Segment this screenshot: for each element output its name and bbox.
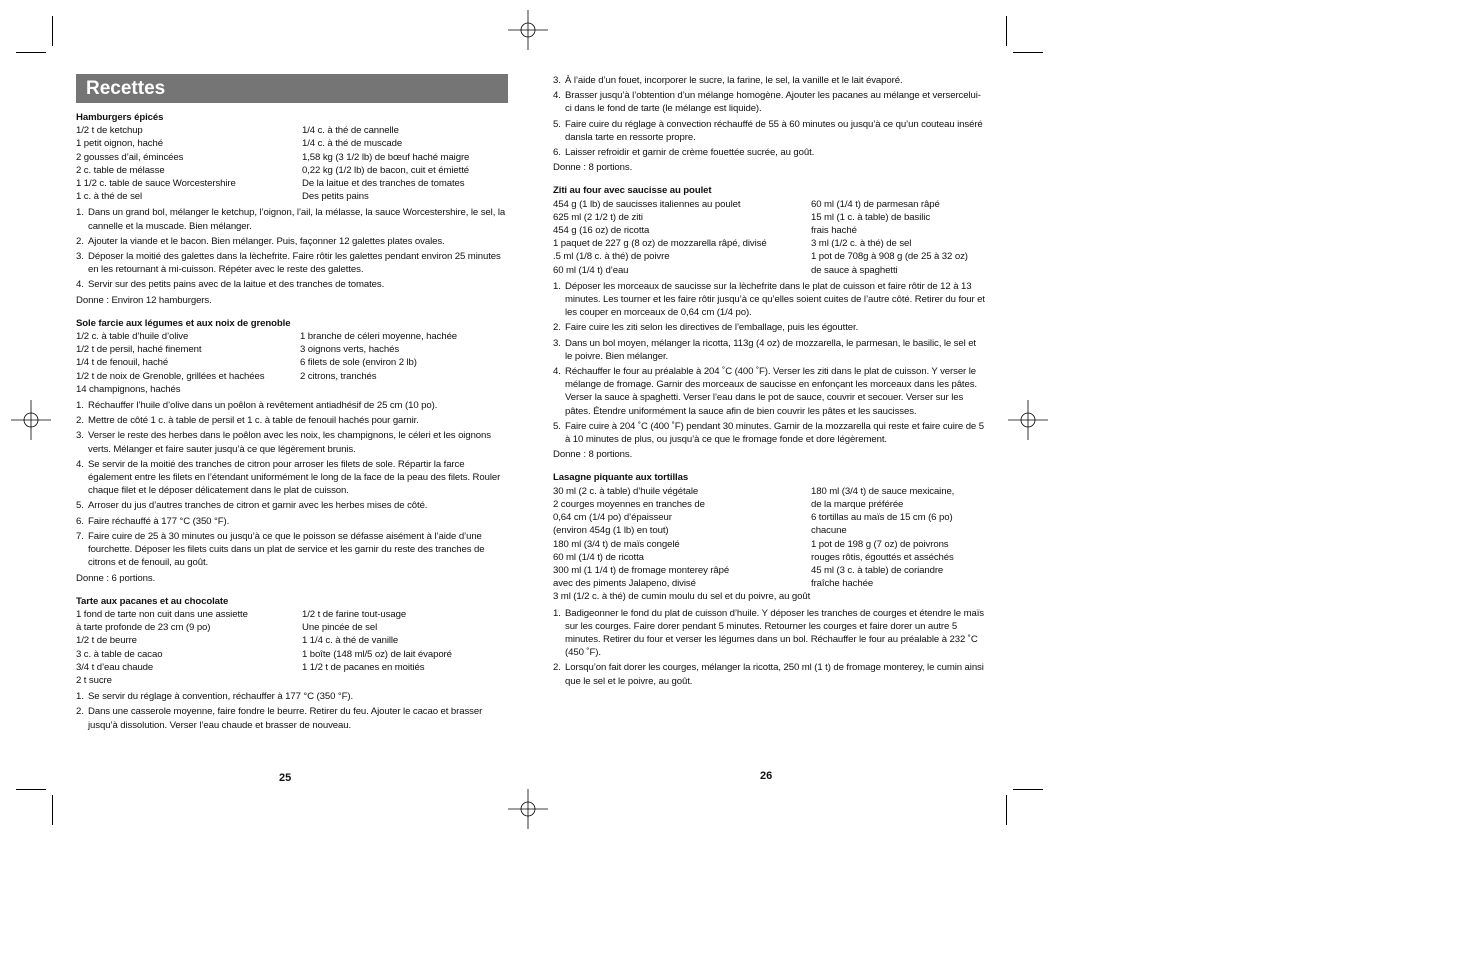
step: 3. Verser le reste des herbes dans le poêlon avec les noix, les champignons, le céleri et les oignons verts. Mélanger et faire sauter jusqu’à ce que légèrement brunis.: [76, 430, 491, 455]
steps-list: [76, 690, 508, 732]
step: 5. Arroser du jus d’autres tranches de citron et garnir avec les herbes mises de côté.: [76, 500, 428, 512]
step: 3. Déposer la moitié des galettes dans la lèchefrite. Faire rôtir les galettes pendant environ 25 minutes en les retournant à mi-cuisson. Répéter avec le reste des galettes.: [76, 251, 501, 276]
registration-mark-icon: [11, 400, 51, 440]
ingredient: 2 courges moyennes en tranches de: [553, 498, 705, 510]
ingredient: 454 g (1 lb) de saucisses italiennes au poulet: [553, 198, 741, 210]
crop-mark: [52, 795, 53, 825]
step: 4. Servir sur des petits pains avec de la laitue et des tranches de tomates.: [76, 279, 385, 291]
ingredient: 454 g (16 oz) de ricotta: [553, 225, 650, 237]
crop-mark: [16, 52, 46, 53]
ingredient: 3 oignons verts, hachés: [300, 344, 400, 356]
ingredient: 1 branche de céleri moyenne, hachée: [300, 331, 458, 343]
ingredients-list: [76, 608, 508, 687]
ingredient: 1/2 t de persil, haché finement: [76, 344, 202, 356]
ingredient: 1 pot de 198 g (7 oz) de poivrons: [811, 538, 949, 550]
ingredient: 2 c. table de mélasse: [76, 164, 165, 176]
step: 7. Faire cuire de 25 à 30 minutes ou jusqu’à ce que le poisson se défasse aisément à l’aide d’une fourchette. Déposer les filets cuits dans un plat de service et les garnir du reste des tranches de citrons et de fenouil, au goût.: [76, 530, 485, 569]
ingredient: 180 ml (3/4 t) de sauce mexicaine,: [811, 485, 955, 497]
ingredient: Des petits pains: [302, 191, 369, 203]
crop-mark: [1006, 16, 1007, 46]
ingredient: de la marque préférée: [811, 498, 904, 510]
page-number: 26: [760, 770, 773, 782]
ingredient: 1/4 c. à thé de muscade: [302, 138, 403, 150]
step: 4. Se servir de la moitié des tranches de citron pour arroser les filets de sole. Répartir la farce également entre les filets en l’étendant uniformément le long de la face de la peau des filets. Rouler chaque filet et le déposer délicatement dans le plat de cuisson.: [76, 458, 501, 497]
ingredient: 300 ml (1 1/4 t) de fromage monterey râpé: [553, 564, 730, 576]
ingredient: 1 1/4 c. à thé de vanille: [302, 635, 399, 647]
ingredients-list: [553, 485, 985, 591]
right-page: [553, 74, 985, 690]
ingredient: 1/2 t de beurre: [76, 635, 137, 647]
ingredient: 1 pot de 708g à 908 g (de 25 à 32 oz): [811, 251, 968, 263]
ingredients-list: [553, 198, 985, 277]
ingredient: 6 tortillas au maïs de 15 cm (6 po): [811, 512, 953, 524]
step: 1. Réchauffer l’huile d’olive dans un poêlon à revêtement antiadhésif de 25 cm (10 po).: [76, 400, 438, 412]
ingredient: (environ 454g (1 lb) en tout): [553, 525, 669, 537]
recipe-yield: Donne : 8 portions.: [553, 449, 633, 461]
step: 3. Dans un bol moyen, mélanger la ricotta, 113g (4 oz) de mozzarella, le parmesan, le basilic, le sel et le poivre. Bien mélanger.: [553, 337, 976, 362]
step: 1. Déposer les morceaux de saucisse sur la lèchefrite dans le plat de cuisson et faire rôtir de 12 à 13 minutes. Les tourner et les faire rôtir jusqu’à ce qu’elles soient cuites de l’autre côté. Retirer du four et les couper en morceaux de 0,64 cm (1/4 po).: [553, 280, 985, 319]
recipe-ziti: [553, 184, 985, 461]
ingredient: 45 ml (3 c. à table) de coriandre: [811, 564, 944, 576]
ingredient: chacune: [811, 525, 847, 537]
ingredients-list: [76, 330, 508, 396]
steps-list: [76, 399, 508, 569]
steps-list: [76, 206, 508, 291]
ingredient: De la laitue et des tranches de tomates: [302, 178, 465, 190]
step: 2. Lorsqu’on fait dorer les courges, mélanger la ricotta, 250 ml (1 t) de fromage monterey, le cumin ainsi que le sel et le poivre, au goût.: [553, 662, 984, 687]
ingredient: 3/4 t d’eau chaude: [76, 661, 154, 673]
recipe-yield: Donne : 8 portions.: [553, 162, 633, 174]
step: 2. Faire cuire les ziti selon les directives de l’emballage, puis les égoutter.: [553, 322, 859, 334]
recipe-title: Hamburgers épicés: [76, 112, 164, 123]
ingredient: 1 paquet de 227 g (8 oz) de mozzarella râpé, divisé: [553, 238, 767, 250]
step: 3. À l’aide d’un fouet, incorporer le sucre, la farine, le sel, la vanille et le lait évaporé.: [553, 75, 903, 86]
left-page: [76, 74, 508, 734]
recipe-title: Sole farcie aux légumes et aux noix de grenoble: [76, 317, 291, 329]
ingredient: 1 1/2 t de pacanes en moitiés: [302, 661, 425, 673]
step: 1. Badigeonner le fond du plat de cuisson d’huile. Y déposer les tranches de courges et étendre le maïs sur les courges. Faire dorer pendant 5 minutes. Retourner les courges et faire dorer un autre 5 minutes. Retirer du four et verser les légumes dans un bol. Réchauffer le four au préalable à 232 ˚C (450 ˚F).: [553, 607, 984, 659]
registration-mark-icon: [508, 789, 548, 829]
ingredient-empty: [302, 674, 508, 687]
ingredient: Une pincée de sel: [302, 622, 378, 634]
ingredient: 6 filets de sole (environ 2 lb): [300, 357, 417, 369]
ingredient: 30 ml (2 c. à table) d’huile végétale: [553, 485, 699, 497]
ingredient: 0,64 cm (1/4 po) d’épaisseur: [553, 512, 672, 524]
ingredient: frais haché: [811, 225, 857, 237]
ingredient: 60 ml (1/4 t) de ricotta: [553, 551, 644, 563]
ingredients-list: [76, 124, 508, 203]
ingredient: 1/2 t de ketchup: [76, 125, 143, 137]
step: 1. Se servir du réglage à convention, réchauffer à 177 °C (350 °F).: [76, 691, 354, 703]
ingredient: 1/2 t de noix de Grenoble, grillées et hachées: [76, 370, 265, 382]
recipe-title: Ziti au four avec saucisse au poulet: [553, 185, 712, 197]
page-number: 25: [279, 772, 292, 784]
crop-mark: [1013, 52, 1043, 53]
ingredient: à tarte profonde de 23 cm (9 po): [76, 622, 211, 634]
crop-mark: [16, 789, 46, 790]
step: 4. Réchauffer le four au préalable à 204 ˚C (400 ˚F). Verser les ziti dans le plat de cuisson. Y verser le mélange de fromage. Garnir des morceaux de saucisse en enfonçant les morceaux dans les pâtes. Verser la sauce à spaghetti. Verser l’eau dans le pot de sauce, couvrir et secouer. Verser sur les pâtes. Étendre uniformément la sauce afin de bien couvrir les pâtes et les saucisses.: [553, 366, 977, 417]
ingredient: 1 fond de tarte non cuit dans une assiette: [76, 608, 248, 620]
step: 2. Ajouter la viande et le bacon. Bien mélanger. Puis, façonner 12 galettes plates ovales.: [76, 235, 445, 247]
ingredient: fraîche hachée: [811, 578, 874, 590]
ingredient: 2 t sucre: [76, 674, 112, 686]
ingredient: 60 ml (1/4 t) de parmesan râpé: [811, 198, 940, 210]
recipe-title: Tarte aux pacanes et au chocolate: [76, 595, 229, 607]
crop-mark: [52, 16, 53, 46]
ingredient: 2 gousses d’ail, émincées: [76, 151, 184, 163]
step: 2. Mettre de côté 1 c. à table de persil et 1 c. à table de fenouil hachés pour garnir.: [76, 415, 419, 427]
step: 5. Faire cuire à 204 ˚C (400 ˚F) pendant 30 minutes. Garnir de la mozzarella qui reste et faire cuire de 5 à 10 minutes de plus, ou jusqu’à ce que le fromage fonde et dore légèrement.: [553, 420, 984, 446]
ingredient: de sauce à spaghetti: [811, 264, 898, 276]
ingredient: 180 ml (3/4 t) de maïs congelé: [553, 538, 680, 550]
steps-list: [553, 607, 985, 688]
ingredient: 3 ml (1/2 c. à thé) de sel: [811, 238, 912, 250]
ingredient: 1,58 kg (3 1/2 lb) de bœuf haché maigre: [302, 151, 470, 163]
ingredient: .5 ml (1/8 c. à thé) de poivre: [553, 251, 670, 263]
ingredient: 1 petit oignon, haché: [76, 138, 163, 150]
ingredient: 2 citrons, tranchés: [300, 370, 377, 382]
ingredient: 0,22 kg (1/2 lb) de bacon, cuit et émietté: [302, 164, 469, 176]
crop-mark: [1006, 795, 1007, 825]
ingredient: 1 boîte (148 ml/5 oz) de lait évaporé: [302, 648, 452, 660]
recipe-yield: Donne : Environ 12 hamburgers.: [76, 294, 212, 306]
ingredient-full-line: 3 ml (1/2 c. à thé) de cumin moulu du sel et du poivre, au goût: [553, 591, 811, 603]
ingredient: 1/4 t de fenouil, haché: [76, 357, 169, 369]
section-title-banner: Recettes: [76, 74, 508, 103]
step: 2. Dans une casserole moyenne, faire fondre le beurre. Retirer du feu. Ajouter le cacao et brasser jusqu’à dissolution. Verser l’eau chaude et brasser de nouveau.: [76, 706, 483, 731]
recipe-lasagne: [553, 471, 985, 687]
ingredient: avec des piments Jalapeno, divisé: [553, 578, 696, 590]
recipe-tarte: [76, 595, 508, 732]
recipe-title: Lasagne piquante aux tortillas: [553, 472, 689, 484]
step: 1. Dans un grand bol, mélanger le ketchup, l’oignon, l’ail, la mélasse, la sauce Worcestershire, le sel, la cannelle et la muscade. Bien mélanger.: [76, 207, 506, 232]
ingredient: 1 c. à thé de sel: [76, 191, 143, 203]
registration-mark-icon: [508, 10, 548, 50]
ingredient: 3 c. à table de cacao: [76, 648, 163, 660]
registration-mark-icon: [1008, 400, 1048, 440]
ingredient: 14 champignons, hachés: [76, 383, 181, 395]
step: 4. Brasser jusqu’à l’obtention d’un mélange homogène. Ajouter les pacanes au mélange et versercelui-ci dans le fond de tarte (le mélange est liquide).: [553, 90, 981, 115]
ingredient: 1/2 t de farine tout-usage: [302, 608, 407, 620]
steps-list: [553, 74, 985, 159]
ingredient: 60 ml (1/4 t) d’eau: [553, 264, 629, 276]
ingredient: 1/4 c. à thé de cannelle: [302, 125, 399, 137]
step: 6. Faire réchauffé à 177 °C (350 °F).: [76, 515, 230, 527]
ingredient: 1 1/2 c. table de sauce Worcestershire: [76, 178, 236, 190]
recipe-yield: Donne : 6 portions.: [76, 572, 156, 584]
ingredient: 1/2 c. à table d’huile d’olive: [76, 331, 189, 343]
ingredient: 625 ml (2 1/2 t) de ziti: [553, 211, 643, 223]
step: 5. Faire cuire du réglage à convection réchauffé de 55 à 60 minutes ou jusqu’à ce qu’un couteau inséré dansla tarte en ressorte propre.: [553, 118, 983, 143]
ingredient: rouges rôtis, égouttés et asséchés: [811, 551, 954, 563]
ingredient-empty: [300, 383, 508, 396]
recipe-hamburgers: [76, 111, 508, 307]
recipe-sole: [76, 317, 508, 585]
steps-list: [553, 280, 985, 446]
crop-mark: [1013, 789, 1043, 790]
ingredient: 15 ml (1 c. à table) de basilic: [811, 211, 931, 223]
step: 6. Laisser refroidir et garnir de crème fouettée sucrée, au goût.: [553, 147, 815, 159]
